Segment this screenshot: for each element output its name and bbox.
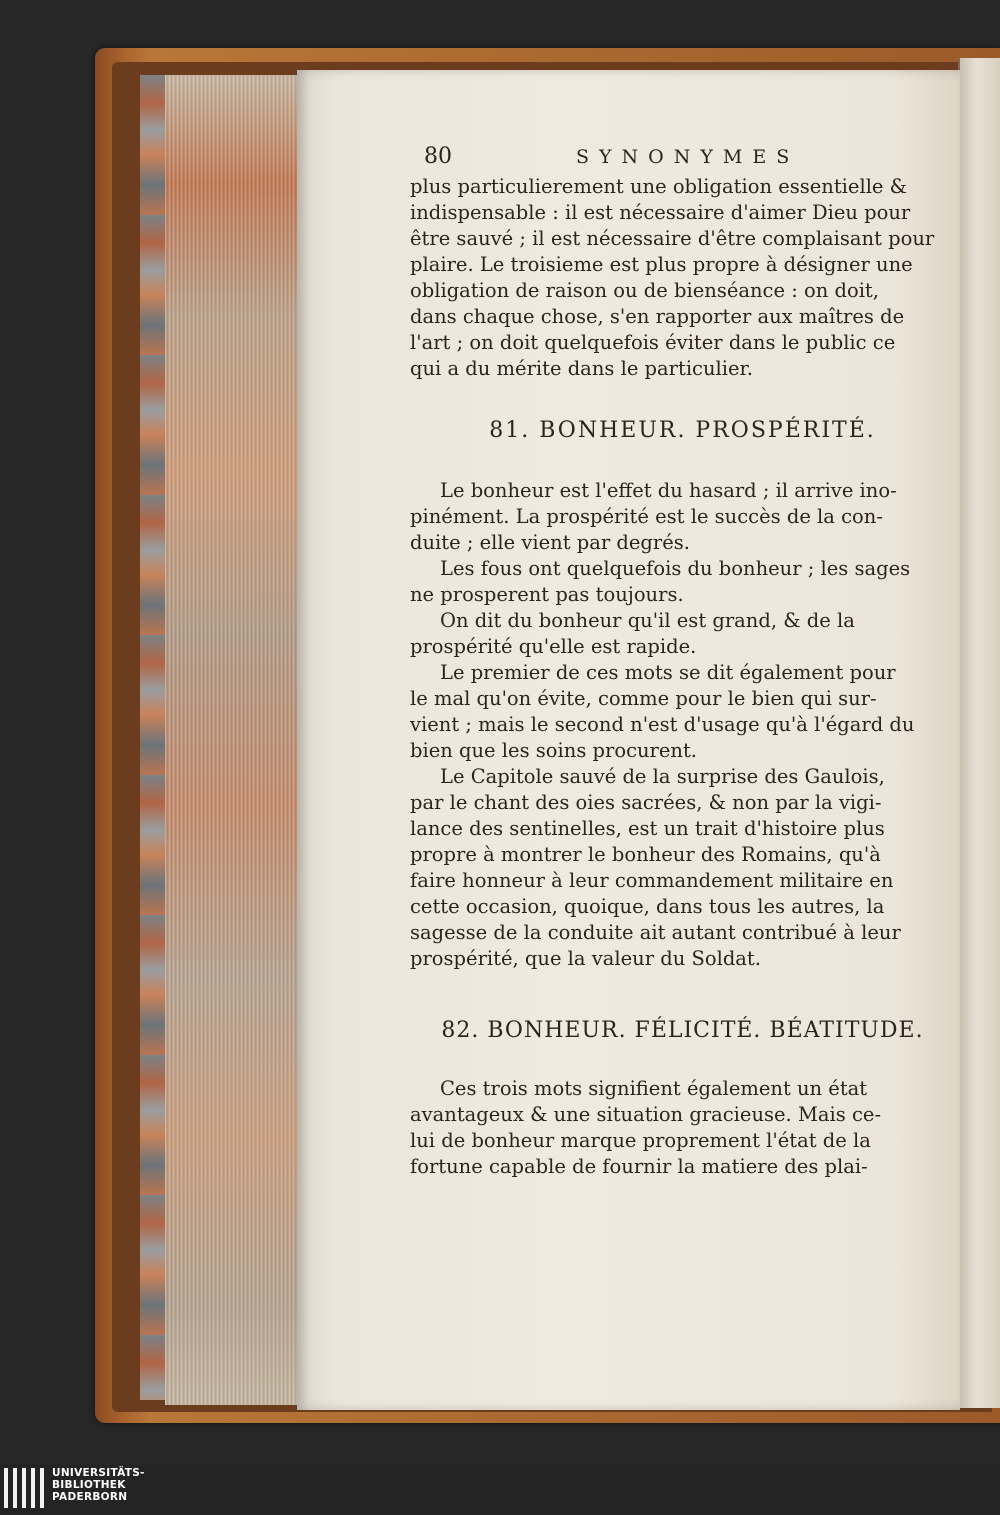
- text-line: lui de bonheur marque proprement l'état de la: [410, 1129, 871, 1152]
- text-line: duite ; elle vient par degrés.: [410, 531, 690, 554]
- text-line: Les fous ont quelquefois du bonheur ; les sages: [440, 557, 911, 580]
- page-edges: [165, 75, 300, 1405]
- section-heading-82: 82. BONHEUR. FÉLICITÉ. BÉATITUDE.: [441, 1018, 924, 1043]
- text-line: par le chant des oies sacrées, & non par la vigi-: [410, 791, 882, 814]
- text-line: être sauvé ; il est nécessaire d'être complaisant pour: [410, 227, 935, 250]
- text-line: propre à montrer le bonheur des Romains, qu'à: [410, 843, 881, 866]
- text-line: fortune capable de fournir la matiere des plai-: [410, 1155, 868, 1178]
- text-line: le mal qu'on évite, comme pour le bien qui sur-: [410, 687, 877, 710]
- library-name: [52, 1467, 145, 1503]
- facing-page-edge: [958, 58, 1000, 1408]
- library-logo-icon: [4, 1468, 44, 1508]
- text-line: On dit du bonheur qu'il est grand, & de la: [440, 609, 855, 632]
- text-line: lance des sentinelles, est un trait d'histoire plus: [410, 817, 885, 840]
- text-line: l'art ; on doit quelquefois éviter dans le public ce: [410, 331, 896, 354]
- running-title: SYNONYMES: [576, 146, 800, 168]
- text-line: vient ; mais le second n'est d'usage qu'à l'égard du: [410, 713, 915, 736]
- text-line: qui a du mérite dans le particulier.: [410, 357, 753, 380]
- text-line: plaire. Le troisieme est plus propre à désigner une: [410, 253, 913, 276]
- library-name-line: PADERBORN: [52, 1491, 128, 1503]
- text-line: bien que les soins procurent.: [410, 739, 698, 762]
- text-line: plus particulierement une obligation essentielle &: [410, 175, 908, 198]
- text-line: Ces trois mots signifient également un état: [440, 1077, 868, 1100]
- text-line: indispensable : il est nécessaire d'aimer Dieu pour: [410, 201, 911, 224]
- text-line: avantageux & une situation gracieuse. Mais ce-: [410, 1103, 882, 1126]
- library-name-line: BIBLIOTHEK: [52, 1479, 126, 1491]
- page-number: 80: [424, 144, 452, 169]
- text-line: prospérité, que la valeur du Soldat.: [410, 947, 761, 970]
- text-line: ne prosperent pas toujours.: [410, 583, 684, 606]
- section-heading-81: 81. BONHEUR. PROSPÉRITÉ.: [489, 418, 876, 443]
- text-line: obligation de raison ou de bienséance : on doit,: [410, 279, 879, 302]
- text-line: dans chaque chose, s'en rapporter aux maîtres de: [410, 305, 905, 328]
- text-line: Le Capitole sauvé de la surprise des Gaulois,: [440, 765, 885, 788]
- text-line: pinément. La prospérité est le succès de la con-: [410, 505, 883, 528]
- text-line: Le bonheur est l'effet du hasard ; il arrive ino-: [440, 479, 897, 502]
- text-line: cette occasion, quoique, dans tous les autres, la: [410, 895, 885, 918]
- library-name-line: UNIVERSITÄTS-: [52, 1467, 145, 1479]
- library-footer: [0, 1465, 1000, 1515]
- text-line: prospérité qu'elle est rapide.: [410, 635, 697, 658]
- text-line: Le premier de ces mots se dit également pour: [440, 661, 896, 684]
- text-line: sagesse de la conduite ait autant contribué à leur: [410, 921, 901, 944]
- text-line: faire honneur à leur commandement militaire en: [410, 869, 894, 892]
